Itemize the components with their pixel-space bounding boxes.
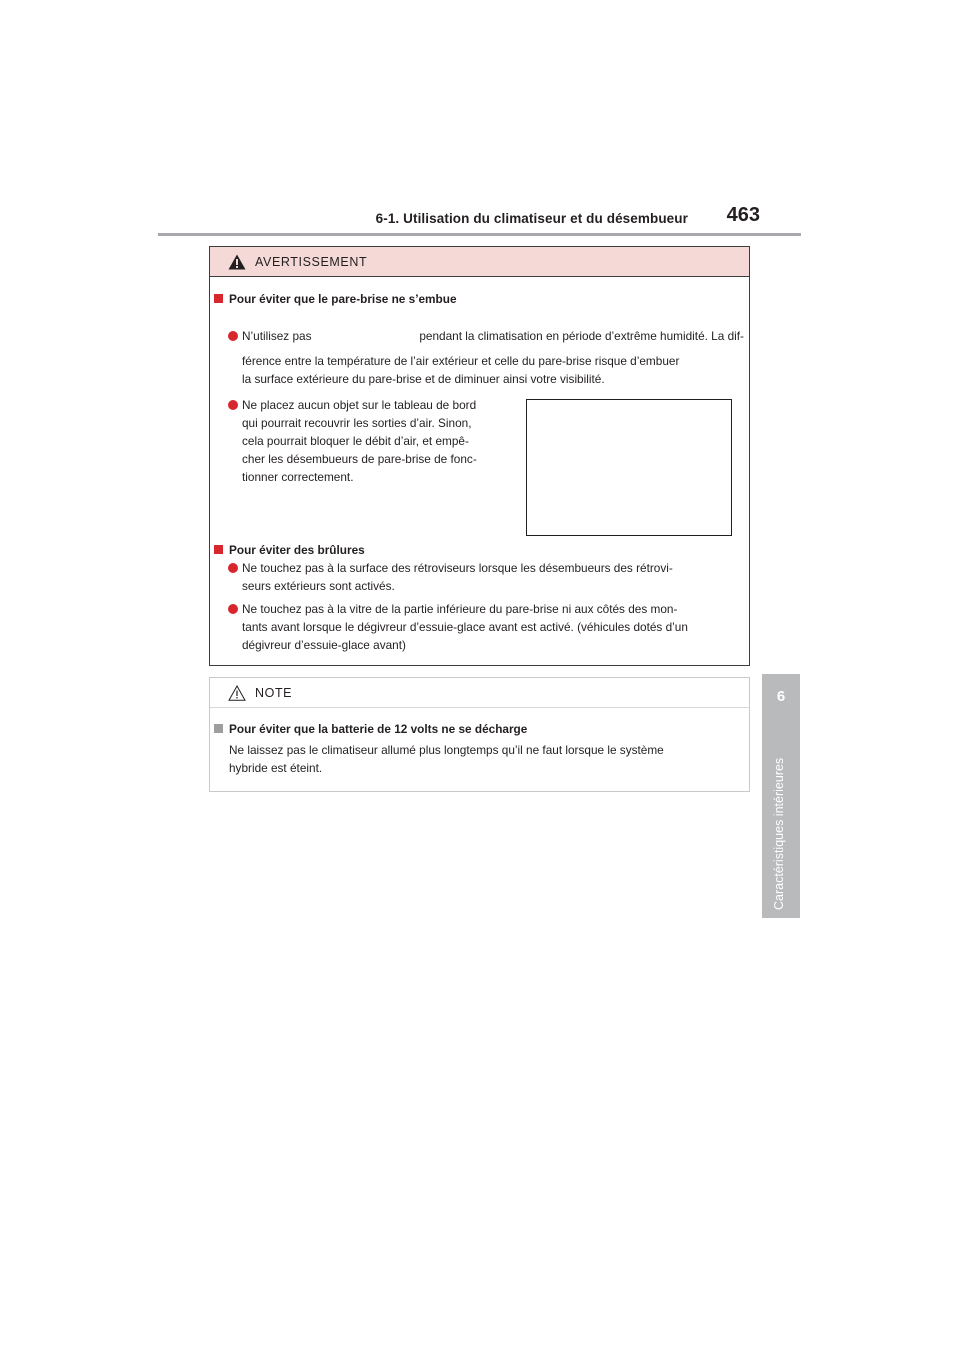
bullet-4-line-1: Ne touchez pas à la vitre de la partie inférieure du pare-brise ni aux côtés des mon- bbox=[242, 602, 678, 616]
red-bullet-icon bbox=[228, 400, 238, 410]
bullet-1-line-3: la surface extérieure du pare-brise et de diminuer ainsi votre visibilité. bbox=[242, 372, 605, 386]
bullet-2-line-4: cher les désembueurs de pare-brise de fonc- bbox=[242, 452, 477, 466]
red-square-icon bbox=[214, 294, 223, 303]
gray-square-icon bbox=[214, 724, 223, 733]
bullet-1-line-1 bbox=[230, 327, 744, 345]
warning-bullet-1 bbox=[230, 327, 744, 388]
note-heading-battery-text: Pour éviter que la batterie de 12 volts ne se décharge bbox=[229, 722, 528, 736]
note-box bbox=[209, 677, 750, 792]
bullet-1-line-2: férence entre la température de l’air extérieur et celle du pare-brise risque d’embuer bbox=[242, 354, 680, 368]
warning-title: AVERTISSEMENT bbox=[255, 255, 368, 269]
note-title: NOTE bbox=[255, 686, 293, 700]
warning-heading-burns bbox=[214, 543, 365, 557]
note-heading-battery bbox=[214, 722, 527, 736]
chapter-number: 6 bbox=[776, 688, 786, 705]
warning-heading-burns-text: Pour éviter des brûlures bbox=[229, 543, 365, 557]
bullet-2-line-3: cela pourrait bloquer le débit d’air, et empê- bbox=[242, 434, 469, 448]
page-header bbox=[0, 0, 960, 240]
section-title: 6-1. Utilisation du climatiseur et du désembueur bbox=[375, 211, 688, 226]
bullet-2-line-5: tionner correctement. bbox=[242, 470, 354, 484]
red-bullet-icon bbox=[228, 604, 238, 614]
note-box-header bbox=[210, 678, 749, 708]
warning-triangle-icon bbox=[228, 254, 246, 270]
red-bullet-icon bbox=[228, 331, 238, 341]
warning-bullet-3 bbox=[230, 559, 744, 595]
bullet-3-line-1: Ne touchez pas à la surface des rétroviseurs lorsque les désembueurs des rétrovi- bbox=[242, 561, 673, 575]
bullet-4-line-2: tants avant lorsque le dégivreur d’essuie-glace avant est activé. (véhicules dotés d’un bbox=[242, 620, 688, 634]
warning-heading-fog bbox=[214, 292, 457, 306]
header-divider bbox=[158, 233, 801, 236]
chapter-side-tab bbox=[762, 674, 800, 918]
page-number: 463 bbox=[726, 204, 760, 226]
warning-box-header bbox=[210, 247, 749, 277]
note-paragraph bbox=[229, 741, 741, 777]
warning-heading-fog-text: Pour éviter que le pare-brise ne s’embue bbox=[229, 292, 457, 306]
chapter-label: Caractéristiques intérieures bbox=[772, 757, 786, 910]
note-para-line-1: Ne laissez pas le climatiseur allumé plus longtemps qu’il ne faut lorsque le système bbox=[229, 743, 664, 757]
red-bullet-icon bbox=[228, 563, 238, 573]
dashboard-illustration bbox=[526, 399, 732, 536]
warning-bullet-4 bbox=[230, 600, 744, 654]
bullet-1-text-b: pendant la climatisation en période d’extrême humidité. La dif- bbox=[419, 329, 744, 343]
red-square-icon bbox=[214, 545, 223, 554]
warning-bullet-2 bbox=[230, 396, 518, 486]
bullet-2-line-2: qui pourrait recouvrir les sorties d’air. Sinon, bbox=[242, 416, 472, 430]
bullet-2-line-1: Ne placez aucun objet sur le tableau de bord bbox=[242, 398, 477, 412]
warning-box bbox=[209, 246, 750, 666]
note-para-line-2: hybride est éteint. bbox=[229, 761, 323, 775]
bullet-3-line-2: seurs extérieurs sont activés. bbox=[242, 579, 395, 593]
caution-triangle-icon bbox=[228, 685, 246, 701]
bullet-4-line-3: dégivreur d’essuie-glace avant) bbox=[242, 638, 406, 652]
inline-icon-placeholder bbox=[350, 327, 380, 345]
bullet-1-text-a: N’utilisez pas bbox=[242, 329, 312, 343]
